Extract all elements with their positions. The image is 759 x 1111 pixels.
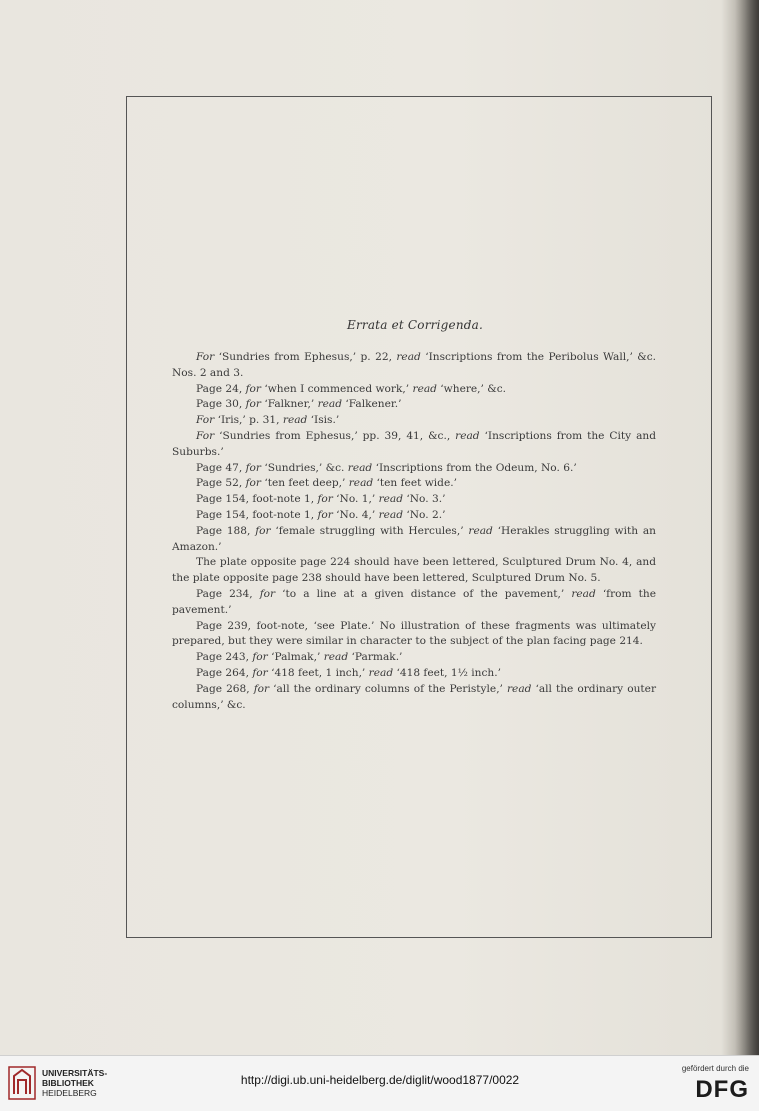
errata-keyword: for [245, 398, 261, 411]
errata-text: Page 47, [196, 461, 246, 474]
errata-entry [172, 555, 656, 587]
errata-text: Page 24, [196, 382, 246, 395]
errata-text: ‘Palmak,’ [267, 651, 324, 664]
errata-text: ‘Sundries from Ephesus,’ pp. 39, 41, &c., [214, 429, 456, 442]
errata-keyword: read [317, 398, 343, 411]
errata-entry [172, 461, 656, 477]
university-library-logo-icon [8, 1066, 36, 1100]
errata-keyword: read [378, 508, 404, 521]
errata-entry [172, 476, 656, 492]
errata-entry [172, 650, 656, 666]
errata-text: ‘No. 4,’ [332, 508, 379, 521]
errata-entry [172, 524, 656, 556]
errata-keyword: for [252, 651, 268, 664]
errata-text: Page 239, foot-note, ‘see Plate.’ No illustration of these fragments was ultimately prepared, but they were similar in character to the subject of the plan facing page 214. [172, 619, 656, 648]
errata-keyword: read [506, 682, 532, 695]
errata-text: ‘Inscriptions from the Odeum, No. 6.’ [372, 461, 577, 474]
library-name-line2: BIBLIOTHEK [42, 1078, 94, 1088]
errata-entry [172, 587, 656, 619]
errata-keyword: for [245, 477, 261, 490]
errata-text: ‘ten feet deep,’ [260, 477, 349, 490]
errata-keyword: read [571, 587, 596, 600]
errata-text: Page 234, [196, 587, 260, 600]
library-name-line1: UNIVERSITÄTS- [42, 1068, 108, 1078]
errata-text: Page 154, foot-note 1, [196, 508, 318, 521]
errata-text: ‘Inscriptions from the City and Suburbs.’ [172, 429, 656, 458]
errata-text: Page 52, [196, 477, 246, 490]
errata-list [172, 350, 656, 713]
errata-keyword: for [245, 382, 261, 395]
errata-keyword: for [252, 666, 268, 679]
errata-entry [172, 492, 656, 508]
errata-keyword: For [196, 351, 215, 363]
errata-keyword: read [468, 524, 493, 537]
errata-text: Page 264, [196, 666, 253, 679]
errata-text: ‘418 feet, 1½ inch.’ [393, 666, 501, 679]
errata-text: ‘Parmak.’ [348, 651, 403, 664]
errata-entry [172, 382, 656, 398]
permalink-url[interactable]: http://digi.ub.uni-heidelberg.de/diglit/wood1877/0022 [240, 1073, 520, 1087]
errata-text: Page 243, [196, 651, 253, 664]
errata-keyword: read [347, 461, 373, 474]
errata-text: The plate opposite page 224 should have been lettered, Sculptured Drum No. 4, and the plate opposite page 238 should have been lettered, Sculptured Drum No. 5. [172, 556, 656, 585]
errata-keyword: read [455, 429, 480, 442]
errata-keyword: for [317, 508, 333, 521]
errata-text: ‘all the ordinary outer columns,’ &c. [172, 682, 657, 711]
errata-text: ‘Sundries,’ &c. [260, 461, 348, 474]
errata-text: ‘Isis.’ [307, 414, 340, 427]
errata-entry [172, 397, 656, 413]
errata-text: ‘from the pavement.’ [172, 587, 656, 616]
errata-text: ‘Sundries from Ephesus,’ p. 22, [214, 351, 397, 363]
errata-entry [172, 350, 656, 382]
errata-entry [172, 666, 656, 682]
errata-text: ‘No. 3.’ [403, 493, 446, 506]
errata-text: ‘when I commenced work,’ [260, 382, 413, 395]
errata-text: ‘all the ordinary columns of the Peristyle,’ [269, 682, 507, 695]
errata-keyword: for [253, 682, 270, 695]
errata-keyword: for [259, 587, 276, 600]
errata-keyword: for [245, 461, 261, 474]
errata-text: Page 154, foot-note 1, [196, 493, 318, 506]
errata-text: ‘to a line at a given distance of the pavement,’ [275, 587, 572, 600]
errata-text: ‘No. 1,’ [332, 493, 379, 506]
sponsor-label: gefördert durch die [681, 1064, 749, 1073]
errata-text: ‘No. 2.’ [403, 508, 446, 521]
library-name [42, 1068, 107, 1098]
errata-entry [172, 429, 656, 461]
errata-text: Page 30, [196, 398, 246, 411]
errata-text: Page 188, [196, 524, 256, 537]
errata-text: ‘where,’ &c. [436, 382, 506, 395]
errata-text: ‘Falkner,’ [260, 398, 318, 411]
errata-keyword: For [196, 414, 215, 427]
errata-keyword: read [412, 382, 437, 395]
errata-text: ‘418 feet, 1 inch,’ [267, 666, 369, 679]
errata-text: ‘Inscriptions from the Peribolus Wall,’ &c. Nos. 2 and 3. [172, 351, 656, 379]
errata-keyword: For [196, 429, 215, 442]
errata-text: Page 268, [196, 682, 254, 695]
errata-keyword: for [255, 524, 271, 537]
errata-keyword: read [368, 666, 394, 679]
errata-entry [172, 508, 656, 524]
errata-keyword: read [396, 351, 421, 363]
errata-text: ‘Iris,’ p. 31, [214, 414, 283, 427]
errata-entry [172, 413, 656, 429]
errata-keyword: for [317, 493, 333, 506]
library-name-line3: HEIDELBERG [42, 1088, 97, 1098]
errata-entry [172, 682, 656, 714]
errata-text: ‘ten feet wide.’ [373, 477, 457, 490]
errata-keyword: read [348, 477, 374, 490]
dfg-logo: DFG [695, 1076, 749, 1103]
errata-keyword: read [378, 493, 404, 506]
errata-text: ‘Falkener.’ [342, 398, 402, 411]
errata-text: ‘female struggling with Hercules,’ [270, 524, 469, 537]
errata-keyword: read [323, 651, 349, 664]
viewer-footer [0, 1055, 759, 1111]
errata-keyword: read [282, 414, 308, 427]
errata-heading: Errata et Corrigenda. [347, 318, 483, 332]
page-edge-shadow [735, 0, 759, 1055]
errata-text: ‘Herakles struggling with an Amazon.’ [172, 524, 656, 553]
errata-entry [172, 619, 656, 651]
